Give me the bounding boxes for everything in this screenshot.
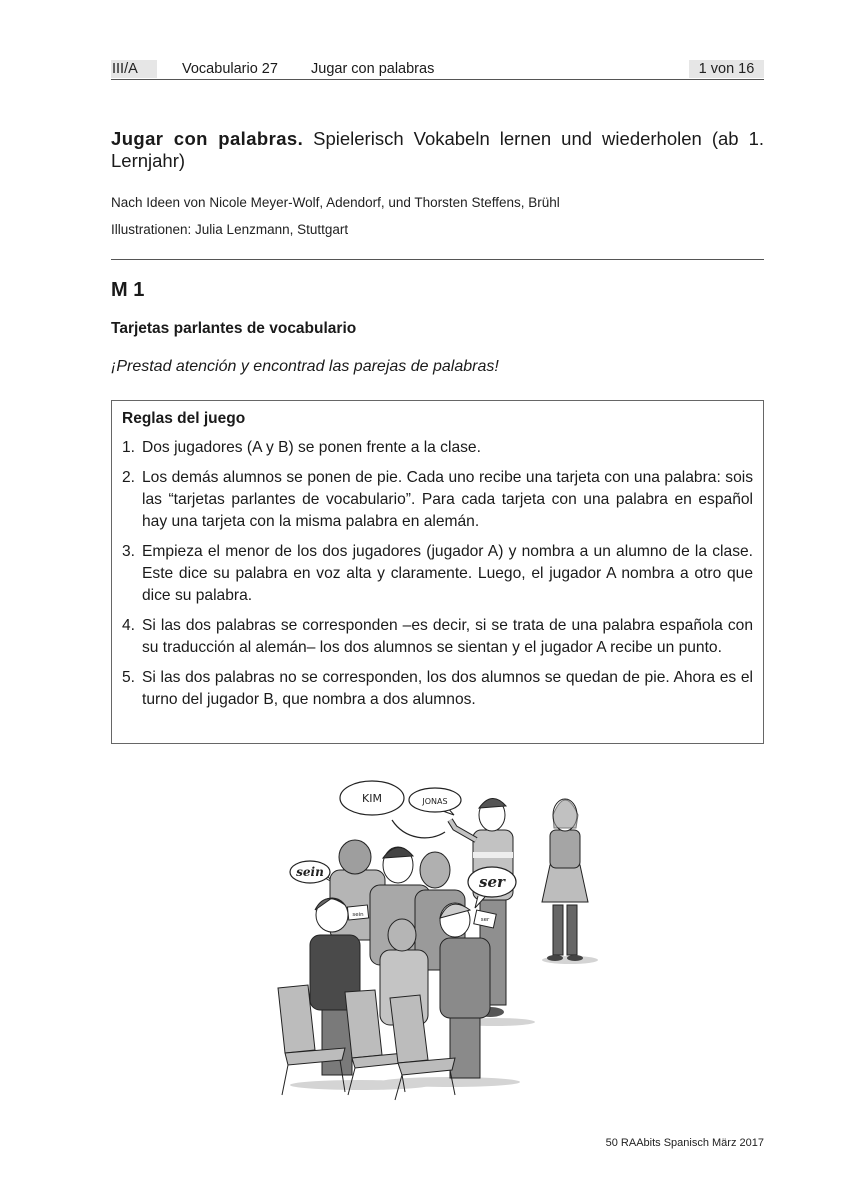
card-text-ser: ser <box>480 917 490 923</box>
rule-number: 5. <box>122 669 136 686</box>
classroom-illustration <box>270 770 620 1110</box>
rule-number: 2. <box>122 469 136 486</box>
bubble-text-sein: sein <box>296 865 324 879</box>
rule-text: Si las dos palabras se corresponden –es decir, si se trata de una palabra española con su traducción al alemán– los dos alumnos se sientan y el jugador A recibe un punto. <box>142 617 753 656</box>
rule-number: 3. <box>122 543 136 560</box>
card-text-sein: sein <box>352 912 364 918</box>
title-bold: Jugar con palabras. <box>111 128 304 149</box>
rule-item <box>122 467 753 533</box>
unit-label: III/A <box>111 60 157 78</box>
rule-item <box>122 667 753 711</box>
rule-number: 1. <box>122 439 136 456</box>
bubble-text-kim: KIM <box>362 792 382 805</box>
document-title <box>111 128 764 172</box>
bubble-text-ser: ser <box>479 873 505 891</box>
title-rest: Spielerisch Vokabeln lernen und wiederholen (ab 1. Lernjahr) <box>111 128 764 171</box>
speech-bubble-jonas <box>409 788 461 815</box>
rule-item <box>122 541 753 607</box>
rule-text: Dos jugadores (A y B) se ponen frente a la clase. <box>142 439 481 456</box>
rules-box <box>111 400 764 744</box>
player-b-figure <box>542 799 588 961</box>
page-footer: 50 RAAbits Spanisch März 2017 <box>605 1137 764 1149</box>
section-subtitle: Tarjetas parlantes de vocabulario <box>111 320 357 337</box>
rule-text: Si las dos palabras no se corresponden, los dos alumnos se quedan de pie. Ahora es el turno del jugador B, que nombra a dos alumnos. <box>142 669 753 708</box>
rules-heading: Reglas del juego <box>122 410 246 427</box>
topic-label: Jugar con palabras <box>311 61 435 77</box>
word-card-sein <box>347 905 368 920</box>
series-label: Vocabulario 27 <box>182 61 278 77</box>
divider <box>111 259 764 260</box>
speech-bubble-sein <box>290 861 332 883</box>
rule-text: Los demás alumnos se ponen de pie. Cada uno recibe una tarjeta con una palabra: sois las “tarjetas parlantes de vocabulario”. Para cada tarjeta con una palabra en español hay una tarjeta con la misma palabra en alemán. <box>142 469 753 530</box>
section-instruction: ¡Prestad atención y encontrad las parejas de palabras! <box>111 358 499 375</box>
bubble-text-jonas: JONAS <box>422 797 448 806</box>
rule-item <box>122 615 753 659</box>
page-number: 1 von 16 <box>689 60 764 78</box>
credits-ideas: Nach Ideen von Nicole Meyer-Wolf, Adendorf, und Thorsten Steffens, Brühl <box>111 195 560 210</box>
rule-text: Empieza el menor de los dos jugadores (jugador A) y nombra a un alumno de la clase. Este dice su palabra en voz alta y claramente. Luego, el jugador A nombra a otro que dice su palabra. <box>142 543 753 604</box>
rule-item <box>122 437 753 459</box>
page-header <box>111 60 764 80</box>
rules-list <box>122 437 753 711</box>
rule-number: 4. <box>122 617 136 634</box>
section-label: M 1 <box>111 279 145 301</box>
credits-illustrations: Illustrationen: Julia Lenzmann, Stuttgart <box>111 222 349 237</box>
